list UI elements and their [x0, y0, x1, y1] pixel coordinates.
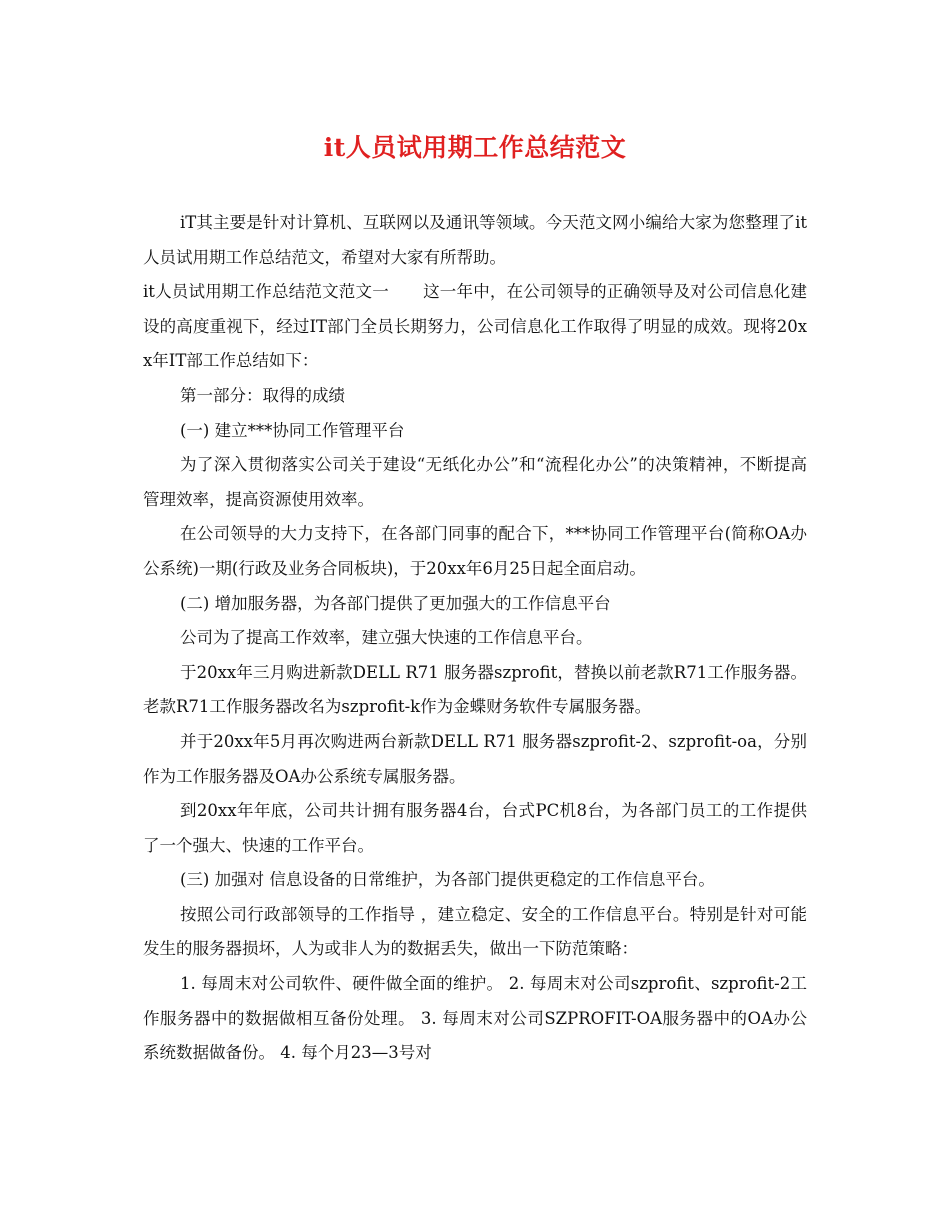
section-two-paragraph-4: 到20xx年年底，公司共计拥有服务器4台，台式PC机8台，为各部门员工的工作提供了一个强大、快速的工作平台。 — [143, 801, 807, 855]
intro-paragraph: iT其主要是针对计算机、互联网以及通讯等领域。今天范文网小编给大家为您整理了it人员试用期工作总结范文，希望对大家有所帮助。 — [143, 213, 807, 267]
section-three-heading: (三) 加强对 信息设备的日常维护，为各部门提供更稳定的工作信息平台。 — [180, 870, 715, 890]
part-one-heading: 第一部分：取得的成绩 — [180, 385, 345, 405]
section-three-paragraph-2: 1. 每周末对公司软件、硬件做全面的维护。 2. 每周末对公司szprofit、szprofit-2工作服务器中的数据做相互备份处理。 3. 每周末对公司SZPROFIT-OA服务器中的OA办公系统数据做备份。 4. 每个月23—3号对 — [143, 974, 807, 1063]
section-one-heading: (一) 建立***协同工作管理平台 — [180, 420, 405, 440]
section-two-paragraph-3: 并于20xx年5月再次购进两台新款DELL R71 服务器szprofit-2、szprofit-oa，分别作为工作服务器及OA办公系统专属服务器。 — [143, 731, 807, 786]
section-two-paragraph-1: 公司为了提高工作效率，建立强大快速的工作信息平台。 — [180, 628, 593, 648]
page-title: it人员试用期工作总结范文 — [323, 133, 627, 162]
section-one-paragraph-1: 为了深入贯彻落实公司关于建设“无纸化办公”和“流程化办公”的决策精神，不断提高管理效率，提高资源使用效率。 — [143, 455, 807, 509]
section-one-paragraph-2: 在公司领导的大力支持下，在各部门同事的配合下，***协同工作管理平台(简称OA办公系统)一期(行政及业务合同板块)，于20xx年6月25日起全面启动。 — [143, 524, 807, 578]
section-two-heading: (二) 增加服务器，为各部门提供了更加强大的工作信息平台 — [180, 593, 611, 613]
document-body — [143, 206, 807, 1071]
section-two-paragraph-2: 于20xx年三月购进新款DELL R71 服务器szprofit，替换以前老款R71工作服务器。老款R71工作服务器改名为szprofit-k作为金蝶财务软件专属服务器。 — [143, 662, 807, 717]
sample-body: 这一年中，在公司领导的正确领导及对公司信息化建设的高度重视下，经过IT部门全员长期努力，公司信息化工作取得了明显的成效。现将20xx年IT部工作总结如下： — [143, 282, 807, 371]
section-three-paragraph-1: 按照公司行政部领导的工作指导 ，建立稳定、安全的工作信息平台。特别是针对可能发生的服务器损坏，人为或非人为的数据丢失，做出一下防范策略： — [143, 904, 807, 959]
sample-heading: it人员试用期工作总结范文范文一 — [143, 282, 389, 302]
sample-paragraph — [143, 275, 807, 379]
